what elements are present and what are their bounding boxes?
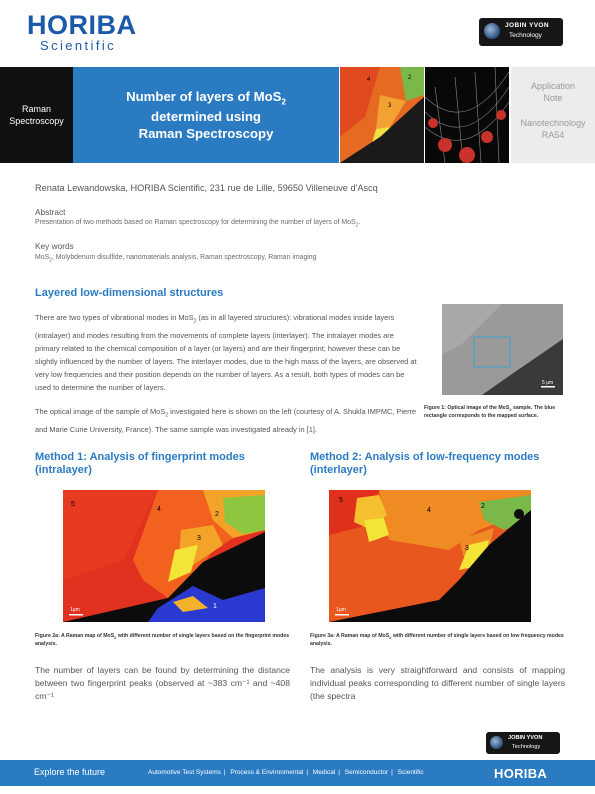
application-note-box bbox=[511, 67, 595, 163]
method1-heading-line1: Method 1: Analysis of fingerprint modes bbox=[35, 451, 245, 463]
footer-link-scientific[interactable]: Scientific bbox=[397, 769, 424, 776]
banner-raman-map-thumbnail bbox=[340, 67, 424, 163]
figure1-caption bbox=[424, 405, 574, 420]
fig1-caption-part-b: sample. The blue rectangle corresponds to the mapped surface. bbox=[424, 405, 556, 420]
footer-link-automotive[interactable]: Automotive Test Systems bbox=[148, 769, 221, 776]
title-line1: Number of layers of MoS bbox=[126, 88, 282, 104]
jobin-yvon-badge bbox=[479, 18, 563, 46]
thumb-label-3: 3 bbox=[388, 103, 392, 109]
section1-paragraph2 bbox=[35, 405, 425, 436]
footer-bar bbox=[0, 760, 595, 786]
footer-link-semiconductor[interactable]: Semiconductor bbox=[344, 769, 389, 776]
logo-subtitle: Scientific bbox=[40, 38, 117, 53]
method2-heading-line2: (interlayer) bbox=[310, 464, 367, 476]
footer-badge-line1: JOBIN YVON bbox=[508, 735, 543, 741]
abstract-end: . bbox=[358, 219, 361, 226]
method1-heading bbox=[35, 451, 265, 477]
globe-icon bbox=[490, 736, 503, 749]
keywords-part-a: MoS bbox=[35, 254, 50, 261]
figure3a-caption bbox=[310, 633, 575, 648]
category-box bbox=[0, 67, 73, 163]
keywords-heading: Key words bbox=[35, 241, 74, 251]
note-type-line2: Note bbox=[543, 93, 563, 104]
para1-part-b: (as in all layered structures): vibrational modes inside layers (intralayer) and modes resulting from the movements of complete layers (interlayer). The intralayer modes are primary related to the chemical composition of a layer (or layers) and are their fingerprint; however these can be slightly influenced by the number of layers. The interlayer modes, due to the high mass of the layers, are observed at very low frequencies and their position depends on the number of layers. As a result, both types of modes can be used to determine the number of layers. bbox=[35, 313, 417, 392]
para1-subscript: 2 bbox=[193, 318, 197, 325]
globe-icon bbox=[484, 23, 500, 39]
fig3a-caption-part-b: with different number of single layers based on low frequency modes analysis. bbox=[310, 633, 564, 648]
footer-bottom-margin bbox=[0, 786, 595, 794]
para2-part-a: The optical image of the sample of MoS bbox=[35, 407, 166, 416]
map2-label-2: 2 bbox=[481, 503, 485, 510]
map1-scale-label: 1µm bbox=[70, 607, 80, 613]
title-subscript: 2 bbox=[281, 97, 286, 107]
map1-label-3: 3 bbox=[197, 535, 201, 542]
footer-links: Automotive Test Systems | Process & Environmental | Medical | Semiconductor | Scientific bbox=[148, 769, 424, 776]
thumb-label-2: 2 bbox=[408, 75, 412, 81]
keywords-part-b: , Molybdenum disulfide, nanomaterials analysis, Raman spectroscopy, Raman imaging bbox=[51, 254, 317, 261]
category-line2: Spectroscopy bbox=[9, 116, 64, 126]
para2-subscript: 2 bbox=[165, 412, 169, 419]
title-line3: Raman Spectroscopy bbox=[138, 126, 274, 142]
banner-nanotube-image bbox=[425, 67, 509, 163]
abstract-body: Presentation of two methods based on Raman spectroscopy for determining the number of layers of MoS bbox=[35, 219, 356, 226]
map1-label-1: 1 bbox=[213, 603, 217, 610]
map1-label-5: 5 bbox=[71, 501, 75, 508]
fig2a-caption-subscript: 2 bbox=[114, 635, 117, 641]
footer-tagline: Explore the future bbox=[34, 767, 106, 777]
figure2a-caption bbox=[35, 633, 295, 648]
map2-label-3: 3 bbox=[465, 545, 469, 552]
optical-image-figure bbox=[442, 304, 563, 395]
low-frequency-raman-map bbox=[329, 490, 531, 622]
fingerprint-raman-map bbox=[63, 490, 265, 622]
note-ref-line2: RA54 bbox=[541, 130, 565, 141]
note-ref-line1: Nanotechnology bbox=[520, 118, 586, 128]
fig2a-caption-part-a: Figure 2a: A Raman map of MoS bbox=[35, 633, 115, 639]
badge-line1: JOBIN YVON bbox=[505, 22, 549, 29]
thumb-label-4: 4 bbox=[367, 77, 371, 83]
title-line2: determined using bbox=[151, 108, 261, 124]
map2-label-5: 5 bbox=[339, 497, 343, 504]
abstract-heading: Abstract bbox=[35, 207, 66, 217]
footer-link-medical[interactable]: Medical bbox=[312, 769, 336, 776]
category-line1: Raman bbox=[21, 103, 51, 114]
footer-link-process[interactable]: Process & Environmental bbox=[230, 769, 304, 776]
fig1-caption-subscript: 2 bbox=[509, 407, 512, 413]
map2-label-4: 4 bbox=[427, 507, 431, 514]
map1-label-4: 4 bbox=[157, 506, 161, 513]
fig1-scale-label: 5 µm bbox=[542, 380, 554, 386]
method1-body-text: The number of layers can be found by determining the distance between two fingerprint peaks (observed at ~383 cm⁻¹ and ~408 cm⁻¹ bbox=[35, 665, 290, 701]
para1-part-a: There are two types of vibrational modes in MoS bbox=[35, 313, 194, 322]
footer-brand: HORIBA bbox=[494, 766, 548, 781]
section-heading-layered: Layered low-dimensional structures bbox=[35, 287, 224, 299]
horiba-logo: HORIBA bbox=[27, 10, 137, 40]
fig1-caption-part-a: Figure 1: Optical image of the MoS bbox=[424, 405, 510, 411]
section1-paragraph1 bbox=[35, 311, 420, 394]
badge-line2: Technology bbox=[509, 32, 542, 39]
method2-body-text: The analysis is very straightforward and consists of mapping individual peaks corresponding to different number of single layers (the spectra bbox=[310, 665, 565, 701]
method2-heading bbox=[310, 451, 570, 477]
footer-badge-line2: Technology bbox=[512, 744, 541, 750]
footer-jobin-yvon-badge bbox=[486, 732, 560, 754]
fig2a-caption-part-b: with different number of single layers based on the fingerprint modes analysis. bbox=[35, 633, 290, 648]
keywords-subscript: 2 bbox=[49, 257, 52, 264]
fig3a-caption-subscript: 2 bbox=[389, 635, 392, 641]
fig3a-caption-part-a: Figure 3a: A Raman map of MoS bbox=[310, 633, 390, 639]
map2-scale-label: 1µm bbox=[336, 607, 346, 613]
abstract-text bbox=[35, 219, 360, 228]
para2-part-b: investigated here is shown on the left (courtesy of A. Shukla IMPMC, Pierre and Marie Curie University, France). The same sample was investigated already in [1]. bbox=[35, 407, 417, 434]
abstract-subscript: 2 bbox=[355, 222, 359, 229]
page-title bbox=[73, 67, 339, 163]
map1-label-2: 2 bbox=[215, 511, 219, 518]
method2-heading-line1: Method 2: Analysis of low-frequency modes bbox=[310, 451, 540, 463]
keywords-text bbox=[35, 254, 316, 263]
note-type-line1: Application bbox=[530, 81, 576, 91]
method1-heading-line2: (intralayer) bbox=[35, 464, 92, 476]
author-line: Renata Lewandowska, HORIBA Scientific, 231 rue de Lille, 59650 Villeneuve d'Ascq bbox=[35, 183, 378, 193]
